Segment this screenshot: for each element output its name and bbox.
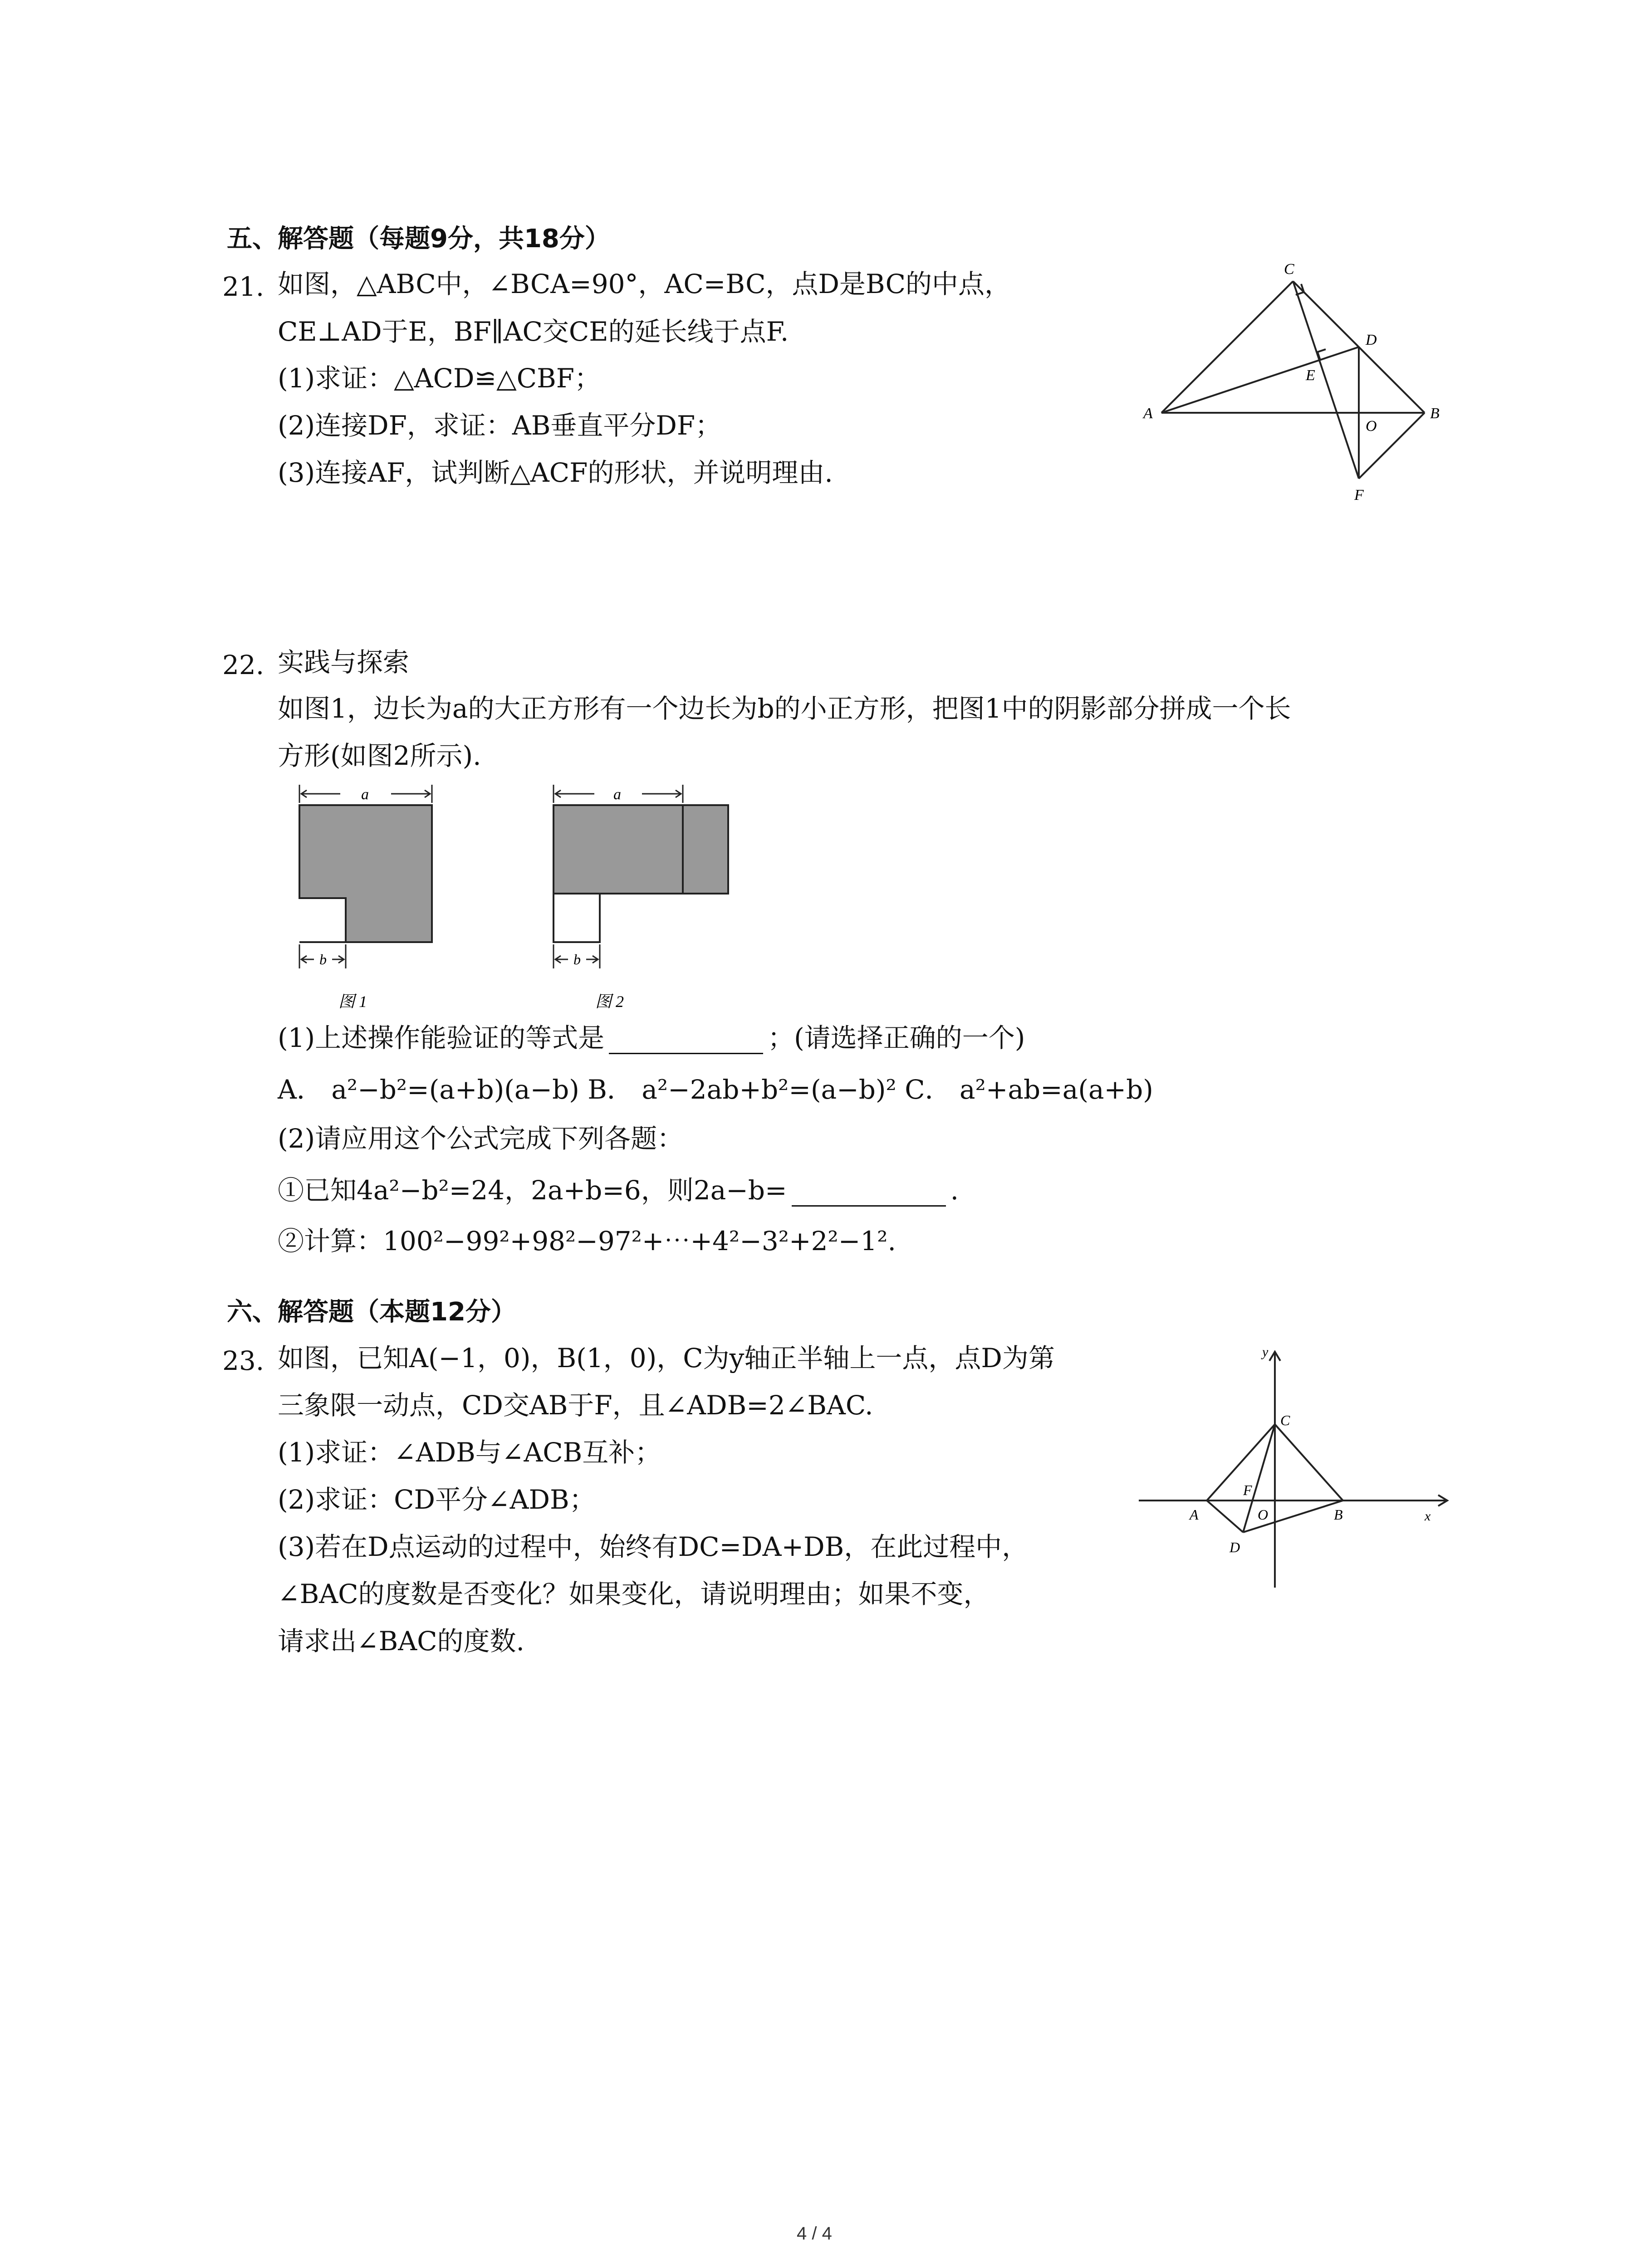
label-x: x — [1425, 1509, 1431, 1524]
q23-line-5: (3)若在D点运动的过程中，始终有DC=DA+DB，在此过程中， — [278, 1531, 1029, 1562]
fig1-a-label: a — [361, 786, 369, 803]
q21-line-2: CE⊥AD于E，BF∥AC交CE的延长线于点F. — [278, 316, 789, 347]
q22-line-2: 方形(如图2所示). — [278, 740, 481, 771]
q22-part2: (2)请应用这个公式完成下列各题： — [278, 1123, 684, 1154]
label-b: B — [1430, 405, 1440, 422]
label-o: O — [1366, 418, 1377, 435]
q23-figure — [1134, 1343, 1461, 1597]
q23-line-4: (2)求证：CD平分∠ADB； — [278, 1484, 596, 1515]
fig1-shaded-region — [299, 805, 432, 942]
fig1-b-label: b — [319, 951, 327, 968]
label-e: E — [1306, 367, 1315, 384]
q22-part2-1-prefix: ①已知4a²−b²=24，2a+b=6，则2a−b= — [278, 1175, 787, 1206]
q22-part1 — [278, 1022, 1025, 1054]
q23-line-7: 请求出∠BAC的度数. — [278, 1626, 524, 1657]
q22-part1-prefix: (1)上述操作能验证的等式是 — [278, 1022, 605, 1053]
label-a: A — [1190, 1506, 1199, 1523]
segment-ad — [1207, 1501, 1243, 1532]
q22-line-1: 如图1，边长为a的大正方形有一个边长为b的小正方形，把图1中的阴影部分拼成一个长 — [278, 693, 1291, 724]
segment-ac — [1207, 1424, 1275, 1501]
fig1-caption: 图 1 — [338, 992, 367, 1011]
label-a: A — [1143, 405, 1153, 422]
q22-part2-2: ②计算：100²−99²+98²−97²+⋯+4²−3²+2²−1². — [278, 1226, 896, 1256]
q23-number: 23. — [222, 1345, 265, 1376]
q21-line-1: 如图，△ABC中，∠BCA=90°，AC=BC，点D是BC的中点， — [278, 269, 1011, 299]
fig2-rectangle — [554, 805, 728, 894]
section-5-title: 五、解答题（每题9分，共18分） — [227, 224, 610, 254]
fig1-small-square — [299, 898, 346, 942]
q21-line-5: (3)连接AF，试判断△ACF的形状，并说明理由. — [278, 457, 833, 488]
q22-part1-suffix: ；(请选择正确的一个) — [768, 1022, 1025, 1053]
q22-figure-1 — [286, 785, 458, 1016]
q22-number: 22. — [222, 650, 265, 680]
label-y: y — [1262, 1344, 1269, 1359]
fig2-a-label: a — [613, 786, 621, 803]
q22-heading: 实践与探索 — [278, 647, 410, 678]
q22-part1-answer-blank[interactable] — [609, 1028, 763, 1054]
q22-part2-1 — [278, 1174, 959, 1207]
q23-line-3: (1)求证：∠ADB与∠ACB互补； — [278, 1437, 661, 1468]
label-f: F — [1243, 1482, 1252, 1498]
q21-line-4: (2)连接DF，求证：AB垂直平分DF； — [278, 410, 722, 441]
segment-ad — [1161, 347, 1359, 413]
q23-line-6: ∠BAC的度数是否变化？如果变化，请说明理由；如果不变， — [278, 1579, 990, 1609]
q21-figure — [1134, 254, 1461, 508]
q21-line-3: (1)求证：△ACD≌△CBF； — [278, 363, 601, 394]
fig2-small-square — [554, 894, 600, 942]
label-f: F — [1354, 487, 1364, 503]
q23-line-1: 如图，已知A(−1，0)，B(1，0)，C为y轴正半轴上一点，点D为第 — [278, 1343, 1055, 1374]
q23-line-2: 三象限一动点，CD交AB于F，且∠ADB=2∠BAC. — [278, 1390, 873, 1421]
label-d: D — [1230, 1539, 1240, 1555]
label-c: C — [1280, 1412, 1290, 1428]
q22-options: A． a²−b²=(a+b)(a−b) B． a²−2ab+b²=(a−b)² C． a²+ab=a(a+b) — [278, 1074, 1153, 1105]
q22-figure-2 — [540, 785, 740, 1016]
fig2-b-label: b — [573, 951, 581, 968]
label-d: D — [1366, 332, 1377, 348]
section-6-title: 六、解答题（本题12分） — [227, 1297, 516, 1327]
segment-cb — [1275, 1424, 1343, 1501]
label-o: O — [1258, 1506, 1269, 1523]
label-b: B — [1334, 1506, 1343, 1523]
q22-part2-1-suffix: . — [950, 1175, 959, 1206]
q21-number: 21. — [222, 271, 265, 302]
segment-ac — [1161, 281, 1293, 413]
segment-cf — [1293, 281, 1359, 479]
q22-part2-1-answer-blank[interactable] — [792, 1181, 946, 1207]
fig2-caption: 图 2 — [595, 992, 624, 1011]
page-number: 4 / 4 — [797, 2224, 832, 2244]
label-c: C — [1284, 261, 1294, 278]
